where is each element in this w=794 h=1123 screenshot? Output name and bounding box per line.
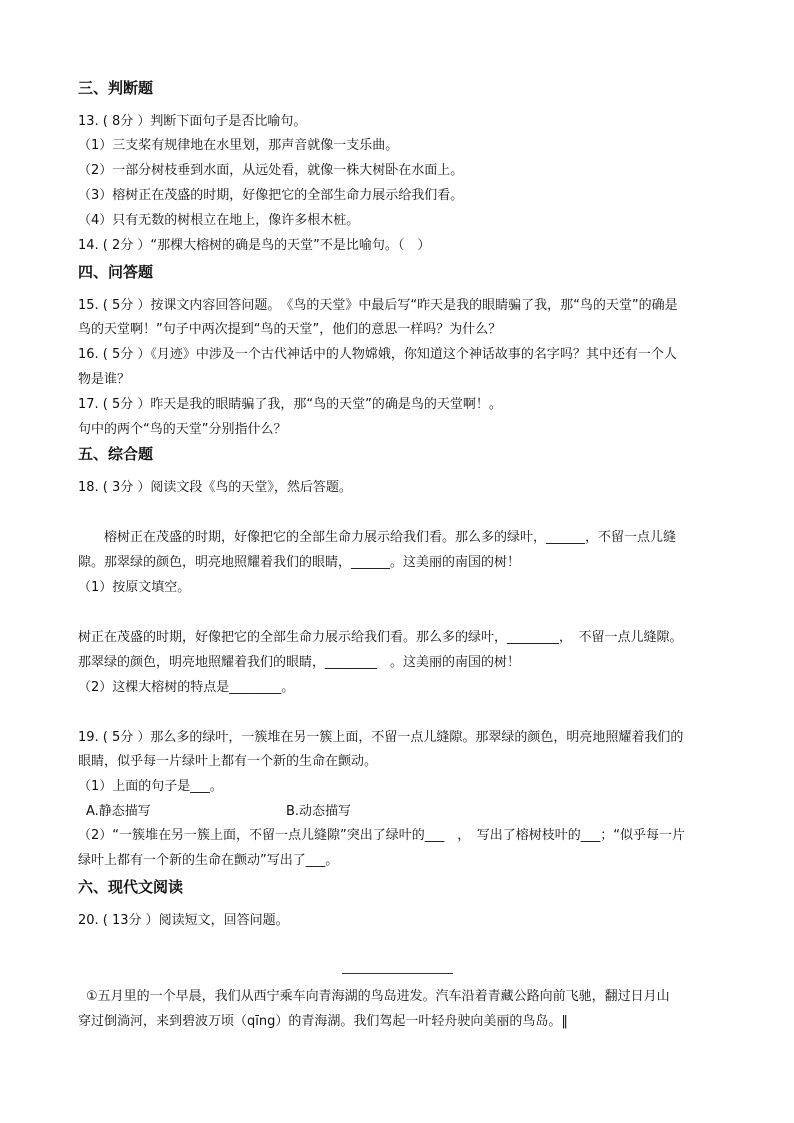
question-15-line-1: 15. ( 5分 ）按课文内容回答问题。 《鸟的天堂》中最后写“昨天是我的眼睛骗了我，那“鸟的天堂”的确是 [78, 298, 678, 313]
question-16-line-1: 16. ( 5分 ）《月迹》中涉及一个古代神话中的人物嫦娥，你知道这个神话故事的名字吗？其中还有一个人 [78, 347, 677, 362]
question-14: 14. ( 2分 ）“那棵大榕树的确是鸟的天堂”不是比喻句。（ ） [78, 238, 431, 253]
passage-title-underline [342, 973, 453, 974]
question-18-sub-2: （2）这棵大榕树的特点是________。 [78, 680, 295, 695]
question-19-sub-2-line-2: 绿叶上都有一个新的生命在颤动”写出了___。 [78, 853, 339, 868]
section-heading-reading: 六、现代文阅读 [78, 878, 184, 896]
question-18-stem: 18. ( 3分 ）阅读文段《鸟的天堂》，然后答题。 [78, 480, 352, 495]
question-13-stem: 13. ( 8分 ）判断下面句子是否比喻句。 [78, 114, 307, 129]
question-18-passage-line-1: 榕树正在茂盛的时期，好像把它的全部生命力展示给我们看。那么多的绿叶，______，不留一点儿缝 [78, 530, 677, 545]
question-20-paragraph-line-2: 穿过倒淌河，来到碧波万顷（qīng）的青海湖。我们驾起一叶轻舟驶向美丽的鸟岛。‖ [78, 1014, 568, 1029]
question-13-item-3: （3）榕树正在茂盛的时期，好像把它的全部生命力展示给我们看。 [78, 188, 464, 203]
question-19-option-b: B.动态描写 [286, 804, 352, 819]
question-18-passage-line-2: 隙。那翠绿的颜色，明亮地照耀着我们的眼睛，______。这美丽的南国的树！ [78, 555, 521, 570]
question-15-line-2: 鸟的天堂啊！”句子中两次提到“鸟的天堂”，他们的意思一样吗？为什么？ [78, 322, 502, 337]
question-19-option-a: A.静态描写 [86, 804, 151, 819]
question-18-fill-line-1: 树正在茂盛的时期，好像把它的全部生命力展示给我们看。那么多的绿叶，________， 不留一点儿缝隙。 [78, 630, 683, 645]
question-19-sub-2-line-1: （2）“一簇堆在另一簇上面，不留一点儿缝隙”突出了绿叶的___ ， 写出了榕树枝叶的___；“似乎每一片 [78, 828, 685, 843]
question-17-line-1: 17. ( 5分 ）昨天是我的眼睛骗了我，那“鸟的天堂”的确是鸟的天堂啊！。 [78, 397, 502, 412]
question-13-item-2: （2）一部分树枝垂到水面，从远处看，就像一株大树卧在水面上。 [78, 163, 464, 178]
section-heading-qa: 四、问答题 [78, 263, 154, 281]
question-17-line-2: 句中的两个“鸟的天堂”分别指什么？ [78, 422, 287, 437]
question-13-item-1: （1）三支桨有规律地在水里划，那声音就像一支乐曲。 [78, 138, 399, 153]
question-19-stem-line-2: 眼睛，似乎每一片绿叶上都有一个新的生命在颤动。 [78, 754, 378, 769]
section-heading-judgement: 三、判断题 [78, 79, 154, 97]
question-18-fill-line-2: 那翠绿的颜色，明亮地照耀着我们的眼睛，________ 。这美丽的南国的树！ [78, 655, 521, 670]
question-19-sub-1: （1）上面的句子是___。 [78, 779, 223, 794]
section-heading-comprehensive: 五、综合题 [78, 445, 154, 463]
question-13-item-4: （4）只有无数的树根立在地上，像许多根木桩。 [78, 213, 360, 228]
question-18-sub-1: （1）按原文填空。 [78, 580, 191, 595]
question-16-line-2: 物是谁？ [78, 372, 131, 387]
question-19-stem-line-1: 19. ( 5分 ）那么多的绿叶，一簇堆在另一簇上面，不留一点儿缝隙。那翠绿的颜色，明亮地照耀着我们的 [78, 730, 684, 745]
question-20-paragraph-line-1: ①五月里的一个早晨，我们从西宁乘车向青海湖的鸟岛进发。汽车沿着青藏公路向前飞驰，翻过日月山 [86, 989, 670, 1004]
question-20-stem: 20. ( 13分 ）阅读短文，回答问题。 [78, 913, 289, 928]
